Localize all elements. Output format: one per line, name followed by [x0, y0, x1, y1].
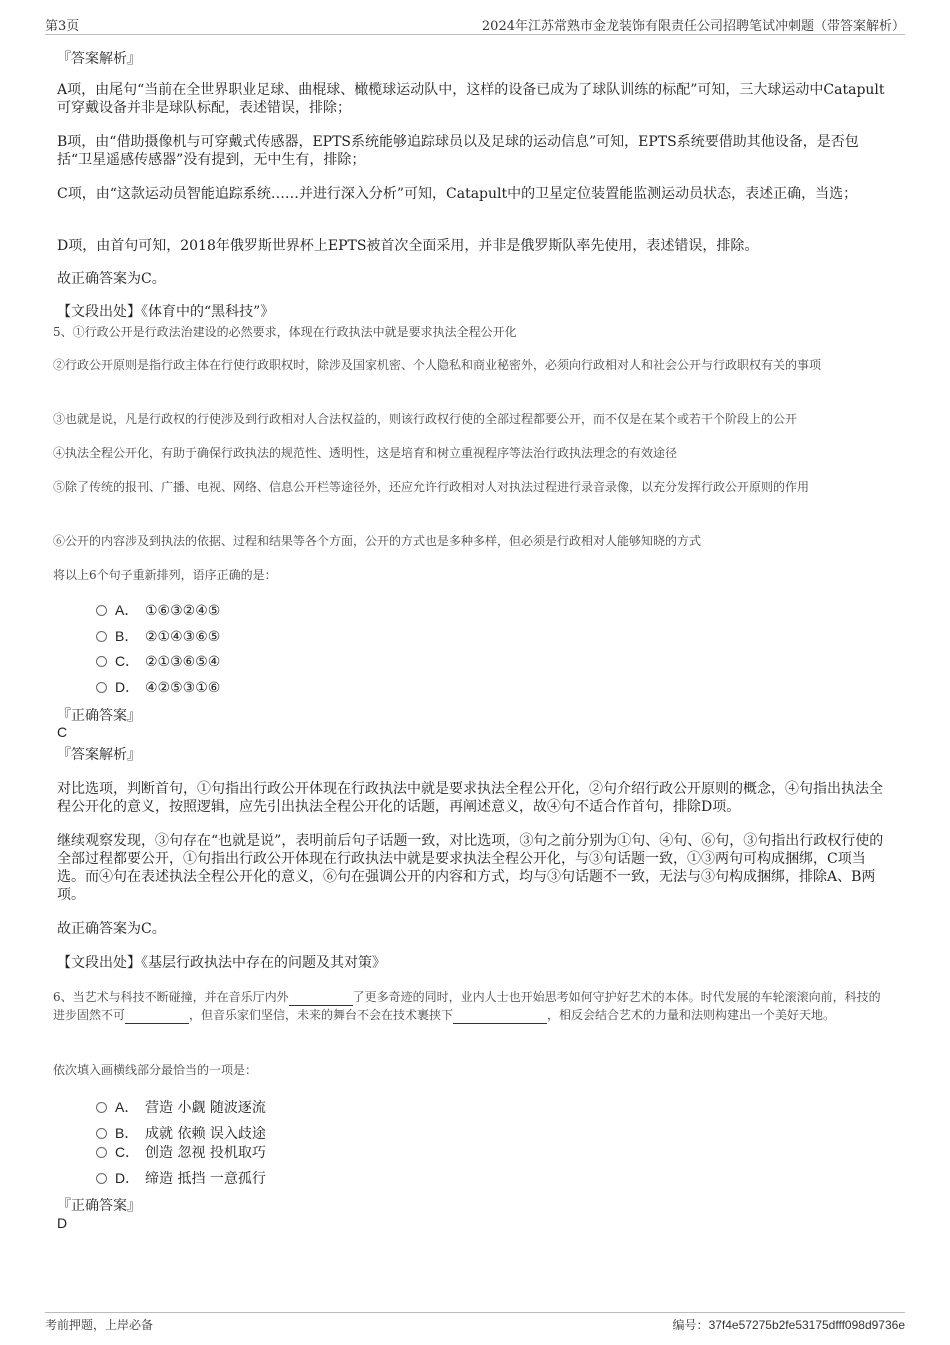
q5-answer: C — [57, 724, 68, 740]
q5-sentence-5: ⑤除了传统的报刊、广播、电视、网络、信息公开栏等途径外，还应允许行政相对人对执法过程进行录音录像，以充分发挥行政公开原则的作用 — [53, 480, 810, 494]
page-number: 第3页 — [45, 19, 80, 34]
document-title: 2024年江苏常熟市金龙装饰有限责任公司招聘笔试冲刺题（带答案解析） — [481, 19, 905, 34]
radio-icon[interactable] — [96, 1128, 107, 1139]
radio-icon[interactable] — [96, 1102, 107, 1113]
q5-answer-label: 『正确答案』 — [57, 708, 141, 724]
radio-icon[interactable] — [96, 682, 107, 693]
analysis-label: 『答案解析』 — [57, 51, 141, 67]
q5-source-citation: 【文段出处】《基层行政执法中存在的问题及其对策》 — [57, 955, 386, 971]
q5-analysis-label: 『答案解析』 — [57, 747, 141, 763]
analysis-conclusion: 故正确答案为C。 — [57, 271, 166, 287]
q5-sentence-6: ⑥公开的内容涉及到执法的依据、过程和结果等各个方面，公开的方式也是多种多样，但必须是行政相对人能够知晓的方式 — [53, 534, 702, 548]
q6-answer: D — [57, 1215, 68, 1231]
q5-conclusion: 故正确答案为C。 — [57, 921, 166, 937]
radio-icon[interactable] — [96, 1173, 107, 1184]
analysis-para-a: A项，由尾句“当前在全世界职业足球、曲棍球、橄榄球运动队中，这样的设备已成为了球队训练的标配”可知，三大球运动中Catapult可穿戴设备并非是球队标配，表述错误，排除； — [57, 82, 885, 116]
q5-analysis-p2: 继续观察发现，③句存在“也就是说”，表明前后句子话题一致，对比选项，③句之前分别为①句、④句、⑥句，③句指出行政权行使的全部过程都要公开，①句指出行政公开体现在行政执法中就是要求执法全程公开化，与③句话题一致，①③两句可构成捆绑，C项当选。而④句在表述执法全程公开化的意义，⑥句在强调公开的内容和方式，均与③句话题不一致，无法与③句构成捆绑，排除A、B两项。 — [57, 833, 884, 903]
q5-sentence-3: ③也就是说，凡是行政权的行使涉及到行政相对人合法权益的，则该行政权行使的全部过程都要公开，而不仅是在某个或若干个阶段上的公开 — [53, 412, 798, 426]
q5-sentence-1: 5、①行政公开是行政法治建设的必然要求，体现在行政执法中就是要求执法全程公开化 — [53, 325, 517, 339]
q6-option-a[interactable]: A． 营造 小觑 随波逐流 — [96, 1098, 266, 1117]
fill-blank-2[interactable] — [125, 1009, 189, 1024]
fill-blank-3[interactable] — [453, 1009, 547, 1024]
analysis-para-c: C项，由“这款运动员智能追踪系统……并进行深入分析”可知，Catapult中的卫星定位装置能监测运动员状态，表述正确，当选； — [57, 186, 858, 202]
radio-icon[interactable] — [96, 656, 107, 667]
q5-sentence-2: ②行政公开原则是指行政主体在行使行政职权时，除涉及国家机密、个人隐私和商业秘密外，必须向行政相对人和社会公开与行政职权有关的事项 — [53, 358, 822, 372]
analysis-para-d: D项，由首句可知，2018年俄罗斯世界杯上EPTS被首次全面采用，并非是俄罗斯队率先使用，表述错误，排除。 — [57, 238, 759, 254]
document-code: 编号：37f4e57275b2fe53175dfff098d9736e — [672, 1318, 905, 1332]
q6-option-c[interactable]: C． 创造 忽视 投机取巧 — [96, 1143, 266, 1162]
q5-option-d[interactable]: D． ④②⑤③①⑥ — [96, 678, 220, 697]
q5-sentence-4: ④执法全程公开化，有助于确保行政执法的规范性、透明性，这是培育和树立重视程序等法治行政执法理念的有效途径 — [53, 446, 678, 460]
q5-option-c[interactable]: C． ②①③⑥⑤④ — [96, 652, 220, 671]
radio-icon[interactable] — [96, 631, 107, 642]
q5-analysis-p1: 对比选项，判断首句，①句指出行政公开体现在行政执法中就是要求执法全程公开化，②句介绍行政公开原则的概念，④句指出执法全程公开化的意义，按照逻辑，应先引出执法全程公开化的话题，再阐述意义，故④句不适合作首句，排除D项。 — [57, 781, 883, 815]
q6-prompt: 依次填入画横线部分最恰当的一项是： — [53, 1063, 258, 1077]
footer-slogan: 考前押题，上岸必备 — [45, 1318, 154, 1332]
radio-icon[interactable] — [96, 1147, 107, 1158]
radio-icon[interactable] — [96, 605, 107, 616]
q5-prompt: 将以上6个句子重新排列，语序正确的是： — [53, 568, 277, 582]
page-footer — [45, 1312, 905, 1335]
page-header — [45, 12, 905, 35]
q6-stem: 6、当艺术与科技不断碰撞，并在音乐厅内外 了更多奇迹的同时，业内人士也开始思考如何守护好艺术的本体。时代发展的车轮滚滚向前，科技的进步固然不可 ，但音乐家们坚信，未来的舞台不会在技术裹挟下 ，相反会结合艺术的力量和法则构建出一个美好天地。 — [53, 990, 881, 1022]
analysis-para-b: B项，由“借助摄像机与可穿戴式传感器，EPTS系统能够追踪球员以及足球的运动信息”可知，EPTS系统要借助其他设备，是否包括“卫星遥感传感器”没有提到，无中生有，排除； — [57, 134, 859, 168]
q5-option-b[interactable]: B． ②①④③⑥⑤ — [96, 627, 220, 646]
source-citation: 【文段出处】《体育中的“黑科技”》 — [57, 304, 275, 320]
fill-blank-1[interactable] — [289, 991, 353, 1006]
q6-option-d[interactable]: D． 缔造 抵挡 一意孤行 — [96, 1169, 266, 1188]
q5-option-a[interactable]: A． ①⑥③②④⑤ — [96, 601, 220, 620]
q6-option-b[interactable]: B． 成就 依赖 误入歧途 — [96, 1124, 266, 1143]
q6-answer-label: 『正确答案』 — [57, 1198, 141, 1214]
